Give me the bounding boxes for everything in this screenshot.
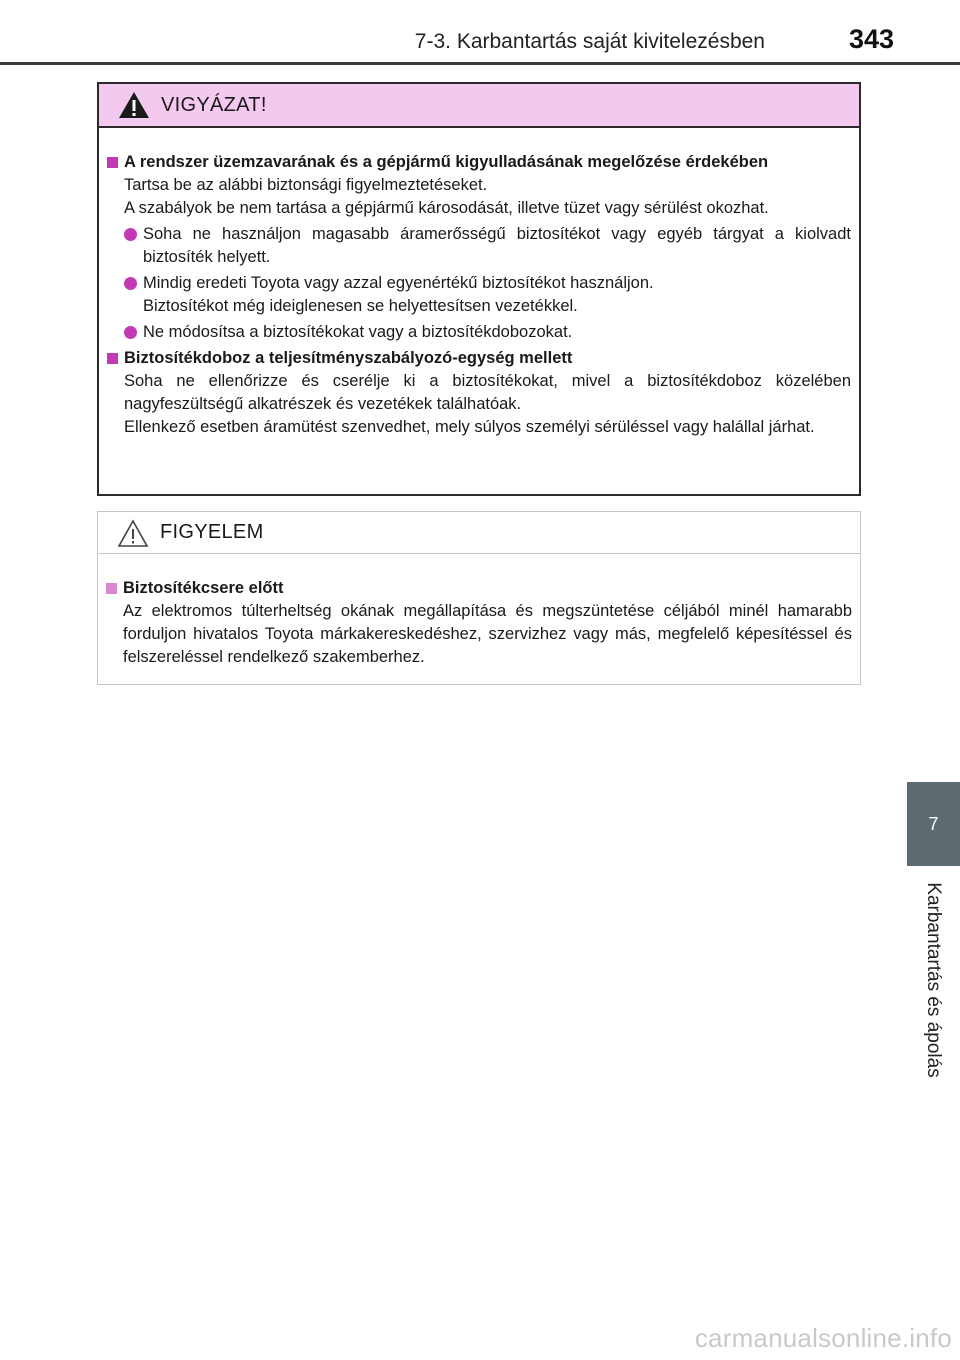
page-number: 343 <box>848 24 894 54</box>
warning-header <box>99 84 859 128</box>
page-header <box>0 0 960 64</box>
chapter-number: 7 <box>928 813 939 834</box>
notice-header <box>98 512 860 554</box>
chapter-tab <box>907 782 960 866</box>
bullet-text: Mindig eredeti Toyota vagy azzal egyenértékű biztosítékot használjon. <box>143 274 654 292</box>
square-bullet-icon <box>106 583 117 594</box>
notice-body <box>98 554 860 669</box>
bullet-continuation: Biztosítékot még ideiglenesen se helyettesítsen vezetékkel. <box>143 297 578 315</box>
square-bullet-icon <box>107 157 118 168</box>
warning-triangle-outline-icon <box>116 518 150 548</box>
paragraph: A szabályok be nem tartása a gépjármű károsodását, illetve tüzet vagy sérülést okozhat. <box>124 199 769 217</box>
warning-triangle-filled-icon <box>117 90 151 120</box>
paragraph: Ellenkező esetben áramütést szenvedhet, mely súlyos személyi sérüléssel vagy halállal járhat. <box>124 418 815 436</box>
round-bullet-icon <box>124 277 137 290</box>
round-bullet-icon <box>124 326 137 339</box>
heading-text: Biztosítékcsere előtt <box>123 579 284 597</box>
paragraph: Tartsa be az alábbi biztonsági figyelmeztetéseket. <box>124 176 488 194</box>
warning-title: VIGYÁZAT! <box>161 93 267 116</box>
bullet-item <box>107 321 851 344</box>
round-bullet-icon <box>124 228 137 241</box>
warning-body <box>99 128 859 439</box>
bullet-text: Soha ne használjon magasabb áramerősségű biztosítékot vagy egyéb tárgyat a kiolvadt biztosíték helyett. <box>143 225 851 266</box>
bullet-item <box>107 272 851 318</box>
square-bullet-icon <box>107 353 118 364</box>
paragraph: Az elektromos túlterheltség okának megállapítása és megszüntetése céljából minél hamarabb forduljon hivatalos Toyota márkakereskedéshez, szervizhez vagy más, megfelelő képesítéssel és felszereléssel rendelkező szakemberhez. <box>123 602 852 666</box>
notice-heading <box>106 577 852 600</box>
chapter-title: Karbantartás és ápolás <box>923 882 944 1078</box>
warning-heading-fire <box>107 151 851 174</box>
header-rule <box>0 62 960 65</box>
watermark: carmanualsonline.info <box>694 1323 952 1353</box>
bullet-text: Ne módosítsa a biztosítékokat vagy a biztosítékdobozokat. <box>143 323 573 341</box>
heading-text: Biztosítékdoboz a teljesítményszabályozó-egység mellett <box>124 349 573 367</box>
notice-box <box>97 511 861 685</box>
heading-text: A rendszer üzemzavarának és a gépjármű kigyulladásának megelőzése érdekében <box>124 153 769 171</box>
warning-heading-fusebox <box>107 347 851 370</box>
paragraph: Soha ne ellenőrizze és cserélje ki a biztosítékokat, mivel a biztosítékdoboz közelében nagyfeszültségű alkatrészek és vezetékek találhatóak. <box>124 372 851 413</box>
section-title: 7-3. Karbantartás saját kivitelezésben <box>414 30 765 53</box>
notice-title: FIGYELEM <box>160 521 264 543</box>
bullet-item <box>107 223 851 269</box>
warning-box <box>97 82 861 496</box>
